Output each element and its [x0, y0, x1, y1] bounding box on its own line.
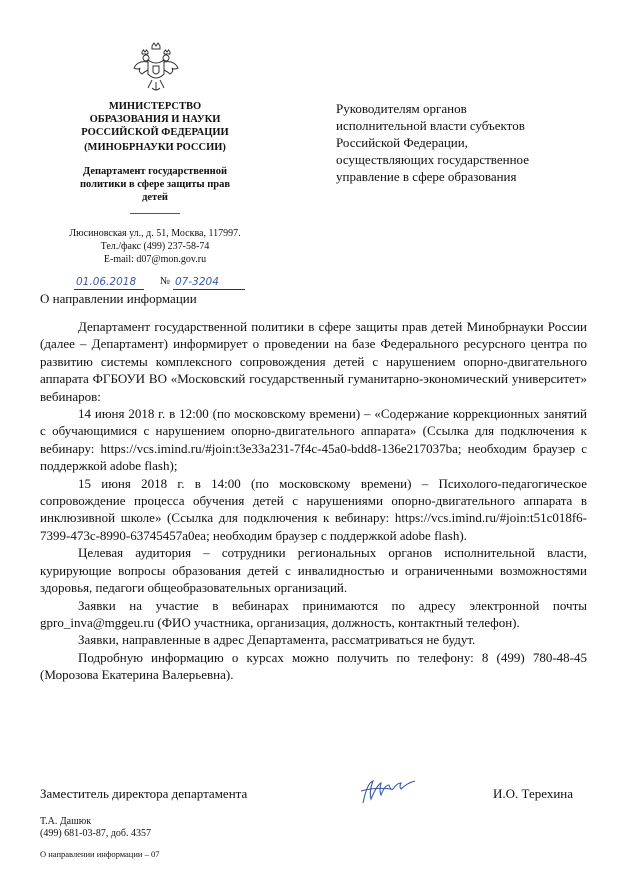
registration-date: 01.06.2018 — [76, 276, 137, 288]
signatory-name: И.О. Терехина — [493, 786, 574, 801]
addressee-line: управление в сфере образования — [336, 169, 517, 184]
paragraph: Целевая аудитория – сотрудники региональных органов исполнительной власти, курирующие вопросы образования детей с инвалидностью и ограниченными возможностями здоровья, педагоги общеобразовательных организаций. — [40, 545, 587, 596]
ministry-line-2: ОБРАЗОВАНИЯ И НАУКИ — [89, 114, 221, 125]
addressee-line: исполнительной власти субъектов — [336, 118, 525, 133]
ministry-line-1: МИНИСТЕРСТВО — [108, 101, 202, 112]
executor-info — [40, 816, 151, 840]
divider — [130, 213, 180, 214]
addressee-line: осуществляющих государственное — [336, 152, 529, 167]
addressee-block — [336, 100, 596, 185]
coat-of-arms-icon — [128, 40, 184, 96]
number-underline — [173, 289, 245, 290]
footer-note: О направлении информации – 07 — [40, 849, 160, 859]
ministry-name — [70, 100, 240, 154]
paragraph: 15 июня 2018 г. в 14:00 (по московскому времени) – Психолого-педагогическое сопровождение процесса обучения детей с нарушениями опорно-двигательного аппарата в инклюзивной школе» (Ссылка для подключения к вебинару: https://vcs.imind.ru/#join:t51c018f6-7399-473c-8990-63745457a0ea; необходим браузер с поддержкой adobe flash). — [40, 475, 587, 543]
letter-subject: О направлении информации — [40, 291, 197, 306]
executor-name: Т.А. Дашюк — [40, 816, 92, 827]
paragraph: Департамент государственной политики в сфере защиты прав детей Минобрнауки России (далее – Департамент) информирует о проведении на базе Федерального ресурсного центра по развитию системы комплексного сопровождения детей с нарушением опорно-двигательного аппарата ФГБОУИ ВО «Московский государственный гуманитарно-экономический университет» вебинаров: — [40, 319, 587, 404]
paragraph: Подробную информацию о курсах можно получить по телефону: 8 (499) 780-48-45 (Морозова Екатерина Валерьевна). — [40, 649, 587, 683]
address: Люсиновская ул., д. 51, Москва, 117997. — [69, 228, 241, 239]
phone: Тел./факс (499) 237-58-74 — [100, 241, 210, 252]
paragraph: 14 июня 2018 г. в 12:00 (по московскому времени) – «Содержание коррекционных занятий с обучающимися с нарушением опорно-двигательного аппарата» (Ссылка для подключения к вебинару: https://vcs.imind.ru/#join:t3e33a231-7f4c-45a0-bdd8-136e217037ba; необходим браузер с поддержкой adobe flash); — [40, 406, 587, 474]
paragraph: Заявки, направленные в адрес Департамента, рассматриваться не будут. — [78, 632, 476, 648]
addressee-line: Руководителям органов — [336, 101, 467, 116]
executor-phone: (499) 681-03-87, доб. 4357 — [40, 828, 151, 839]
ministry-short-name: (МИНОБРНАУКИ РОССИИ) — [84, 142, 226, 153]
addressee-line: Российской Федерации, — [336, 135, 468, 150]
email: E-mail: d07@mon.gov.ru — [103, 254, 207, 265]
letter-body — [40, 318, 587, 684]
number-sign: № — [160, 276, 171, 287]
registration-line — [74, 276, 264, 292]
date-underline — [74, 289, 144, 290]
registration-number: 07-3204 — [175, 276, 219, 288]
signatory-title: Заместитель директора департамента — [40, 786, 248, 801]
contact-info — [52, 227, 258, 266]
ministry-line-3: РОССИЙСКОЙ ФЕДЕРАЦИИ — [81, 127, 229, 138]
department-name: Департамент государственной политики в сфере защиты прав детей — [79, 166, 231, 203]
paragraph: Заявки на участие в вебинарах принимаются по адресу электронной почты gpro_inva@mggeu.ru (ФИО участника, организация, должность, контактный телефон). — [40, 597, 587, 630]
signature-icon — [355, 773, 425, 813]
